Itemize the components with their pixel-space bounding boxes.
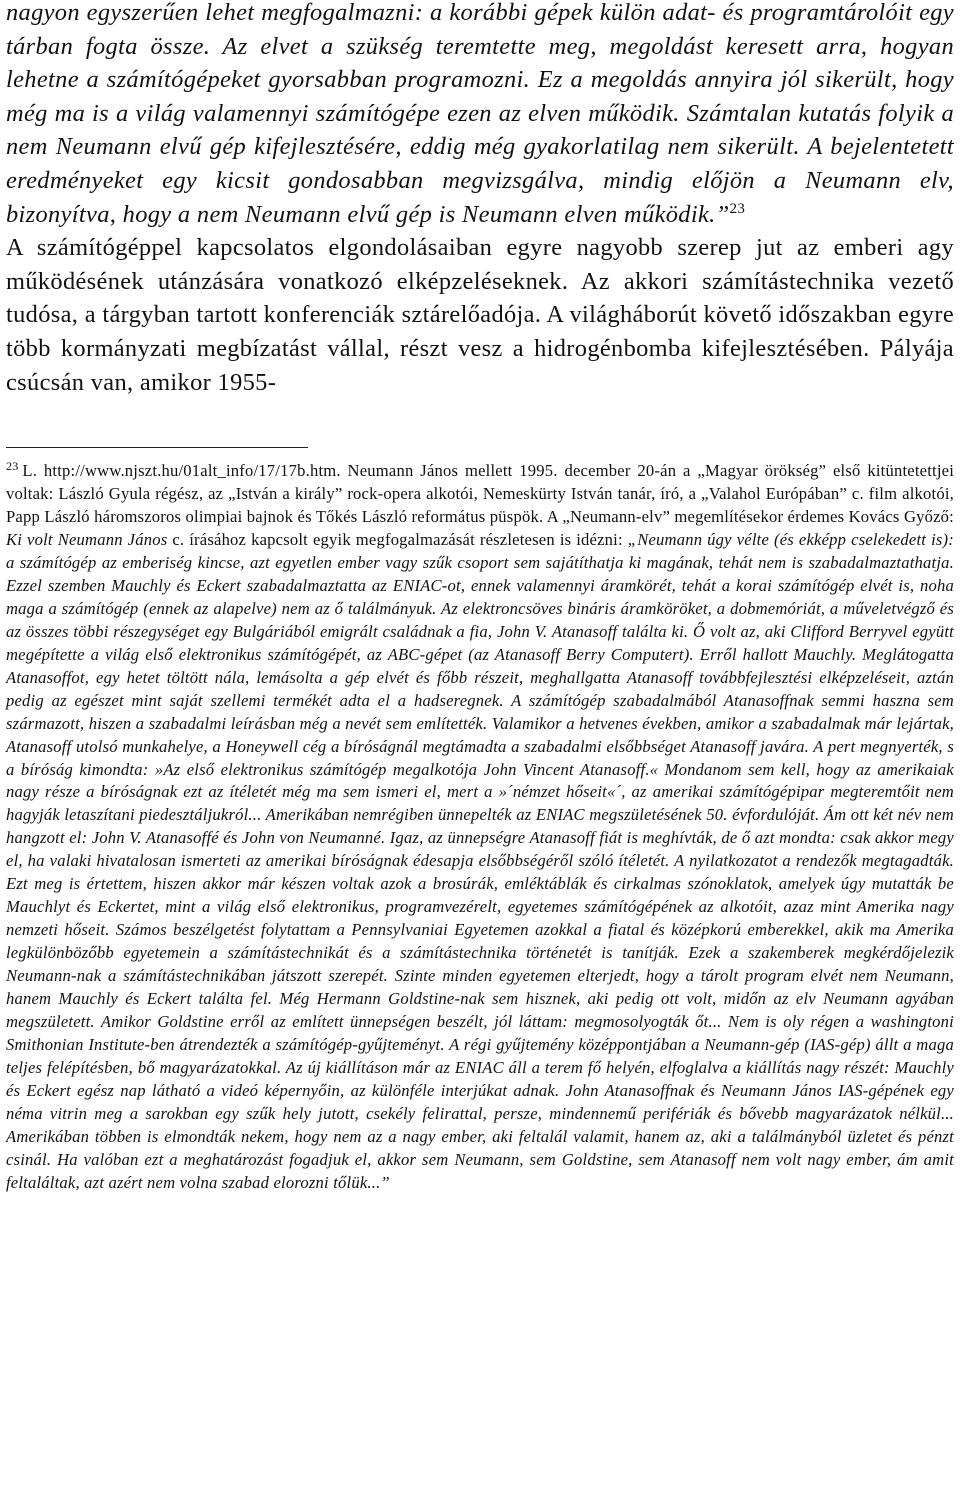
body-paragraph-1 <box>6 0 954 231</box>
footnote-mark: 23 <box>6 458 19 473</box>
footnote-separator <box>6 447 308 448</box>
footnote-quote: „Neumann úgy vélte (és ekképp cselekedett is): a számítógép az emberiség kincse, azt egyetlen ember vagy szűk csoport sem sajátíthatja ki magának, tehát nem is szabadalmaztathatja. Ezzel szemben Mauchly és Eckert szabadalmaztatta az ENIAC-ot, ennek valamennyi áramkörét, tehát a korai számítógép elvét is, noha maga a számítógép (ennek az alapelve) nem az ő találmányuk. Az elektroncsöves bináris áramköröket, a dobmemóriát, a műveletvégző és az összes többi részegységet egy Bulgáriából emigrált családnak a fia, John V. Atanasoff találta ki. Ő volt az, aki Clifford Berryvel együtt megépítette a világ első elektronikus számítógépét, az ABC-gépet (az Atanasoff Berry Computert). Erről hallott Mauchly. Meglátogatta Atanasoffot, egy hetet töltött nála, lemásolta a gép elvét és főbb részeit, meghallgatta Atanasoff továbbfejlesztési elképzeléseit, aztán pedig az egészet mint saját szellemi termékét adta el a hadseregnek. A számítógép szabadalmából Atanasoffnak semmi haszna sem származott, hiszen a szabadalmi leírásban még a nevét sem említették. Valamikor a hetvenes években, amikor a szabadalmak már lejártak, Atanasoff utolsó munkahelye, a Honeywell cég a bíróságnál megtámadta a szabadalmi elsőbbséget Atanasoff javára. A pert megnyerték, s a bíróság kimondta: »Az első elektronikus számítógép megalkotója John Vincent Atanasoff.« Mondanom sem kell, hogy az amerikaiak nagy része a bíróságnak ezt az ítéletét még ma sem ismeri el, mert a »´némzet hőseit«´, az amerikai számítógépipar megteremtőit nem hagyják letaszítani piedesztáljukról... Amerikában nemrégiben ünnepelték az ENIAC megszületésének 50. évfordulóját. Ám ott két név nem hangzott el: John V. Atanasoffé és John von Neumanné. Igaz, az ünnepségre Atanasoff fiát is meghívták, de ő azt mondta: csak akkor megy el, ha valaki hivatalosan ismerteti az amerikai bíróságnak édesapja elsőbbségéről szóló ítéletét. A nyilatkozatot a rendezők megtagadták. Ezt meg is értettem, hiszen akkor már készen voltak azok a brosúrák, emléktáblák és cirkalmas szónoklatok, amelyek úgy mutatták be Mauchlyt és Eckertet, mint a világ első elektronikus, programvezérelt, egyetemes számítógépének az alkotóit, azaz mint Amerika nagy nemzeti hőseit. Számos beszélgetést folytattam a Pennsylvaniai Egyetemen azokkal a fiatal és középkorú emberekkel, akik ma Amerika legkülönbözőbb egyetemein a számítástechnikát és a számítástechnika történetét is tanítják. Ezek a szakemberek megkérdőjelezik Neumann-nak a számítástechnikában játszott szerepét. Szinte minden egyetemen elterjedt, hogy a tárolt program elvét nem Neumann, hanem Mauchly és Eckert találta fel. Még Hermann Goldstine-nak sem hisznek, aki pedig ott volt, midőn az elv Neumann agyában megszületett. Amikor Goldstine erről az említett ünnepségen beszélt, jól láttam: megmosolyogták őt... Nem is oly régen a washingtoni Smithonian Institute-ben átrendezték a számítógép-gyűjteményt. A régi gyűjtemény középpontjában a Neumann-gép (IAS-gép) állt a maga teljes felépítésben, bő magyarázatokkal. Az új kiállításon már az ENIAC áll a terem fő helyén, elfoglalva a kiállítás nagy részét: Mauchly és Eckert egész nap látható a videó képernyőin, az különféle interjúkat adnak. John Atanasoffnak és Neumann János IAS-gépének egy néma vitrin meg a sarokban egy szűk hely jutott, csekély felirattal, persze, mindennemű perifériák és bővebb magyarázatok nélkül... Amerikában többen is elmondták nekem, hogy nem az a nagy ember, aki feltalál valamit, hanem az, aki a találmányból üzletet és pénzt csinál. Ha valóban ezt a meghatározást fogadjuk el, akkor sem Neumann, sem Goldstine, sem Atanasoff nem volt nagy ember, ám amit feltaláltak, azt azért nem volna szabad elorozni tőlük...” <box>6 529 954 1192</box>
footnote-book-title: Ki volt Neumann János <box>6 529 168 549</box>
footnote-reference[interactable]: 23 <box>729 200 746 217</box>
footnote-mid: c. írásához kapcsolt egyik megfogalmazását részletesen is idézni: <box>167 529 628 549</box>
footnote-23 <box>6 460 954 1195</box>
footnote-lead: L. http://www.njszt.hu/01alt_info/17/17b.htm. Neumann János mellett 1995. december 20-án a „Magyar örökség” első kitüntetettjei voltak: László Gyula régész, az „István a király” rock-opera alkotói, Nemeskürty István tanár, író, a „Valahol Európában” c. film alkotói, Papp László háromszoros olimpiai bajnok és Tőkés László református püspök. A „Neumann-elv” megemlítésekor érdemes Kovács Győző: <box>6 461 954 527</box>
italic-quote-text: nagyon egyszerűen lehet megfogalmazni: a korábbi gépek külön adat- és programtárolóit egy tárban fogta össze. Az elvet a szükség teremtette meg, megoldást keresett arra, hogyan lehetne a számítógépeket gyorsabban programozni. Ez a megoldás annyira jól sikerült, hogy még ma is a világ valamennyi számítógépe ezen az elven működik. Számtalan kutatás folyik a nem Neumann elvű gép kifejlesztésére, eddig még gyakorlatilag nem sikerült. A bejelentetett eredményeket egy kicsit gondosabban megvizsgálva, mindig előjön a Neumann elv, bizonyítva, hogy a nem Neumann elvű gép is Neumann elven működik.” <box>6 0 954 228</box>
body-paragraph-2: A számítógéppel kapcsolatos elgondolásaiban egyre nagyobb szerep jut az emberi agy működésének utánzására vonatkozó elképzeléseknek. Az akkori számítástechnika vezető tudósa, a tárgyban tartott konferenciák sztárelőadója. A világháborút követő időszakban egyre több kormányzati megbízatást vállal, részt vesz a hidrogénbomba kifejlesztésében. Pályája csúcsán van, amikor 1955- <box>6 234 954 396</box>
